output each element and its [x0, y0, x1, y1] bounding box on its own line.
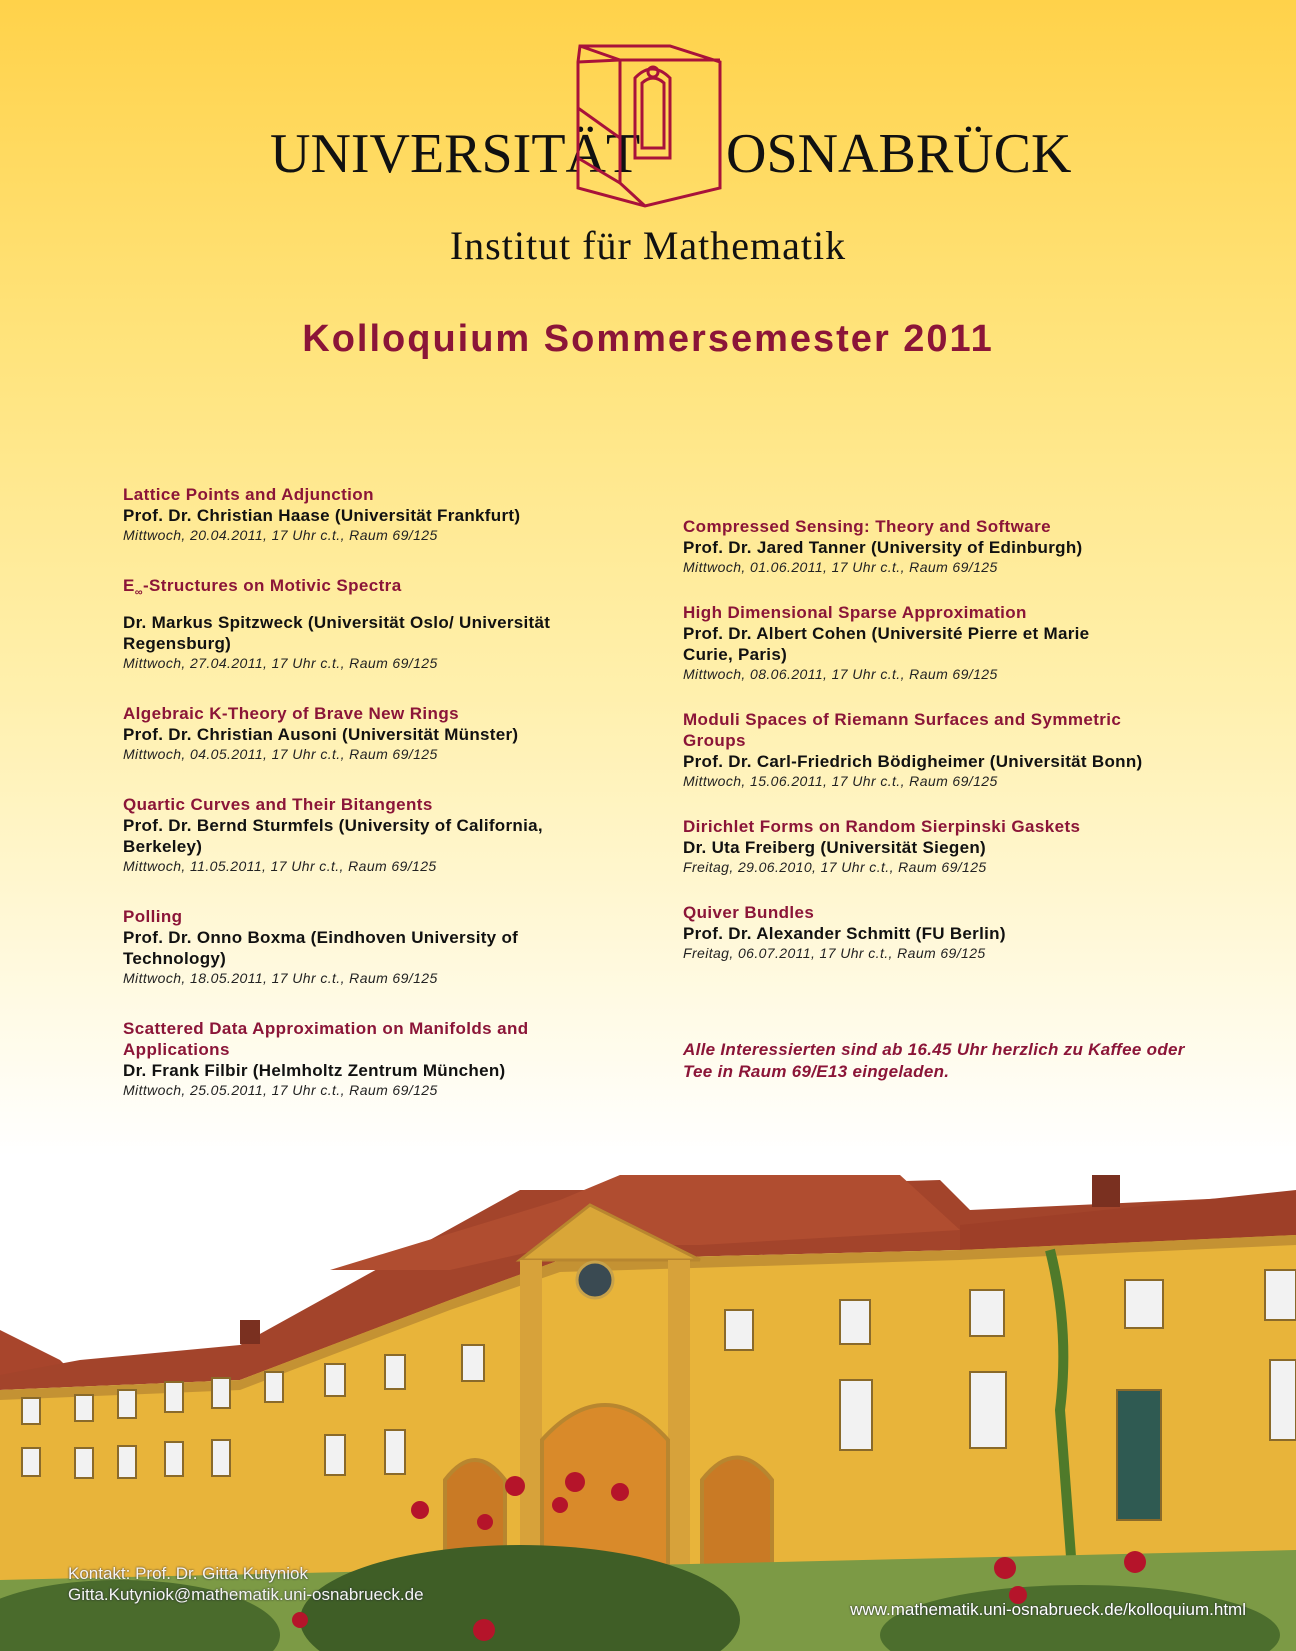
talk-date: Mittwoch, 01.06.2011, 17 Uhr c.t., Raum 69/125 — [683, 559, 998, 575]
talk-speaker: Dr. Markus Spitzweck (Universität Oslo/ Universität Regensburg) — [123, 613, 551, 654]
talk-speaker: Prof. Dr. Christian Ausoni (Universität Münster) — [123, 725, 519, 745]
logo-word-right: OSNABRÜCK — [726, 123, 1072, 185]
talks-right-column — [683, 516, 1153, 963]
talks-left-column — [123, 484, 593, 1100]
talk-date: Mittwoch, 15.06.2011, 17 Uhr c.t., Raum 69/125 — [683, 773, 998, 789]
talk-title: Scattered Data Approximation on Manifolds and Applications — [123, 1019, 529, 1060]
contact-email[interactable]: Gitta.Kutyniok@mathematik.uni-osnabrueck.de — [68, 1585, 424, 1604]
talk-title — [123, 575, 593, 603]
talk-speaker: Prof. Dr. Christian Haase (Universität Frankfurt) — [123, 506, 521, 525]
talk-item — [683, 602, 1153, 684]
poster-header — [0, 0, 1296, 400]
university-logo — [270, 38, 1072, 213]
talk-title: Algebraic K-Theory of Brave New Rings — [123, 704, 459, 724]
talk-speaker: Prof. Dr. Bernd Sturmfels (University of California, Berkeley) — [123, 816, 543, 857]
talk-date: Freitag, 06.07.2011, 17 Uhr c.t., Raum 69/125 — [683, 945, 986, 961]
clock-icon — [577, 1262, 613, 1298]
talk-title: High Dimensional Sparse Approximation — [683, 603, 1027, 622]
talk-item — [123, 906, 593, 988]
talk-title-prefix: E — [123, 576, 135, 595]
talk-date: Mittwoch, 11.05.2011, 17 Uhr c.t., Raum 69/125 — [123, 858, 437, 875]
talk-speaker: Prof. Dr. Carl-Friedrich Bödigheimer (Universität Bonn) — [683, 752, 1143, 771]
talk-item — [683, 516, 1153, 577]
talk-title-text: -Structures on Motivic Spectra — [143, 576, 402, 595]
talk-item — [123, 575, 593, 673]
talk-item — [683, 709, 1153, 791]
talk-title: Quartic Curves and Their Bitangents — [123, 795, 433, 815]
chimney — [240, 1320, 260, 1344]
talk-date: Mittwoch, 27.04.2011, 17 Uhr c.t., Raum 69/125 — [123, 655, 438, 672]
institute-title: Institut für Mathematik — [449, 223, 847, 268]
talk-date: Mittwoch, 08.06.2011, 17 Uhr c.t., Raum 69/125 — [683, 666, 998, 682]
talk-item — [683, 902, 1153, 963]
page-title: Kolloquium Sommersemester 2011 — [302, 318, 994, 360]
talk-title: Dirichlet Forms on Random Sierpinski Gaskets — [683, 817, 1081, 836]
pilaster — [668, 1260, 690, 1600]
talk-date: Mittwoch, 18.05.2011, 17 Uhr c.t., Raum 69/125 — [123, 970, 438, 987]
website-link[interactable]: www.mathematik.uni-osnabrueck.de/kolloquium.html — [850, 1600, 1246, 1619]
talk-title: Polling — [123, 907, 183, 927]
talk-speaker: Dr. Frank Filbir (Helmholtz Zentrum München) — [123, 1061, 506, 1081]
talk-title: Quiver Bundles — [683, 903, 815, 922]
infinity-symbol: ∞ — [134, 586, 143, 599]
talk-item — [123, 794, 593, 876]
contact-info — [68, 1563, 424, 1605]
talk-speaker: Prof. Dr. Albert Cohen (Université Pierre et Marie Curie, Paris) — [683, 624, 1090, 664]
coffee-invitation: Alle Interessierten sind ab 16.45 Uhr herzlich zu Kaffee oder Tee in Raum 69/E13 eingeladen. — [683, 1040, 1185, 1081]
talk-title: Lattice Points and Adjunction — [123, 485, 374, 504]
talk-speaker: Prof. Dr. Onno Boxma (Eindhoven University of Technology) — [123, 928, 519, 969]
chimney — [1092, 1175, 1120, 1207]
contact-name: Kontakt: Prof. Dr. Gitta Kutyniok — [68, 1564, 308, 1583]
talk-speaker: Prof. Dr. Jared Tanner (University of Edinburgh) — [683, 538, 1083, 557]
logo-word-left: UNIVERSITÄT — [270, 123, 641, 185]
talk-date: Mittwoch, 04.05.2011, 17 Uhr c.t., Raum 69/125 — [123, 746, 438, 763]
talk-title: Compressed Sensing: Theory and Software — [683, 517, 1051, 536]
green-door — [1117, 1390, 1161, 1520]
talk-item — [123, 484, 593, 545]
talk-date: Mittwoch, 25.05.2011, 17 Uhr c.t., Raum 69/125 — [123, 1082, 438, 1099]
talk-item — [683, 816, 1153, 877]
talk-date: Freitag, 29.06.2010, 17 Uhr c.t., Raum 69/125 — [683, 859, 987, 875]
talk-speaker: Dr. Uta Freiberg (Universität Siegen) — [683, 838, 987, 857]
talk-title: Moduli Spaces of Riemann Surfaces and Symmetric Groups — [683, 710, 1122, 750]
talk-speaker: Prof. Dr. Alexander Schmitt (FU Berlin) — [683, 924, 1006, 943]
talk-item — [123, 1018, 593, 1100]
talk-item — [123, 703, 593, 764]
talk-date: Mittwoch, 20.04.2011, 17 Uhr c.t., Raum 69/125 — [123, 527, 438, 543]
